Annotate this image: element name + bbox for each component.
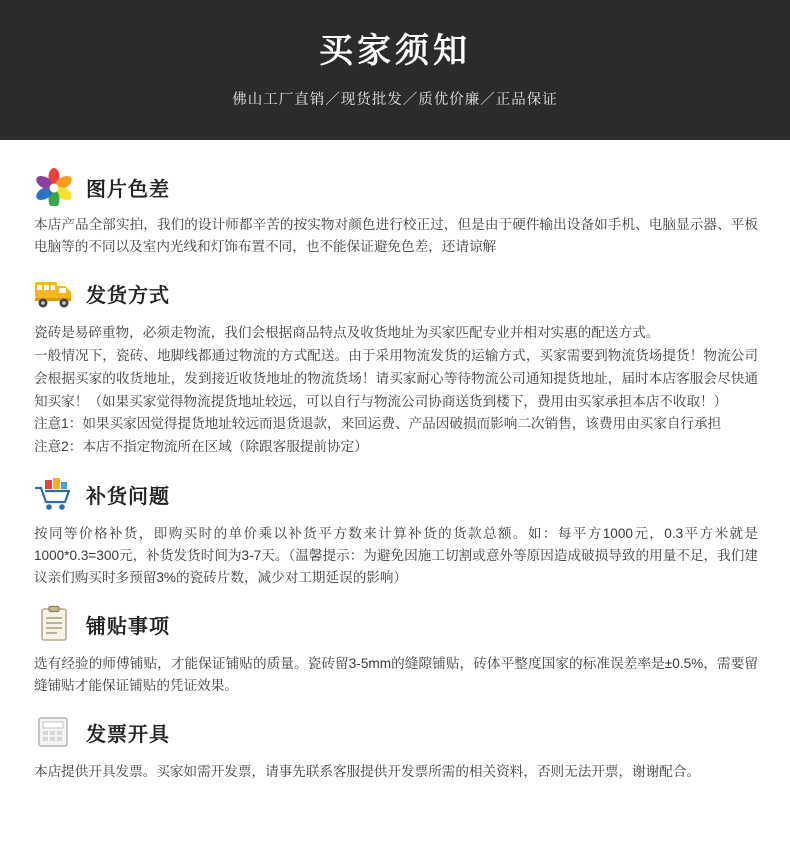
paragraph: 注意2：本店不指定物流所在区域（除跟客服提前协定） bbox=[34, 439, 368, 455]
content-area bbox=[0, 140, 790, 783]
section-title: 图片色差 bbox=[86, 178, 170, 201]
delivery-truck-icon bbox=[32, 273, 76, 313]
paragraph: 瓷砖是易碎重物，必须走物流，我们会根据商品特点及收货地址为买家匹配专业并相对实惠的配送方式。 bbox=[34, 325, 660, 341]
section-title: 补货问题 bbox=[86, 485, 170, 508]
section-header bbox=[32, 711, 758, 753]
color-wheel-icon bbox=[32, 167, 76, 207]
section-title: 铺贴事项 bbox=[86, 615, 170, 638]
paragraph: 选有经验的师傅铺贴，才能保证铺贴的质量。瓷砖留3-5mm的缝隙铺贴，砖体平整度国家的标准误差率是±0.5%，需要留缝铺贴才能保证铺贴的凭证效果。 bbox=[34, 656, 758, 694]
section-header bbox=[32, 473, 758, 515]
section-title: 发票开具 bbox=[86, 723, 170, 746]
section-color-difference bbox=[32, 166, 758, 258]
section-header bbox=[32, 166, 758, 208]
invoice-icon bbox=[32, 712, 76, 752]
clipboard-icon bbox=[32, 604, 76, 644]
section-paving-notes bbox=[32, 603, 758, 697]
page-subtitle: 佛山工厂直销／现货批发／质优价廉／正品保证 bbox=[232, 91, 558, 108]
section-title: 发货方式 bbox=[86, 284, 170, 307]
page-title: 买家须知 bbox=[319, 32, 471, 71]
paragraph: 本店产品全部实拍，我们的设计师都辛苦的按实物对颜色进行校正过，但是由于硬件输出设备如手机、电脑显示器、平板电脑等的不同以及室内光线和灯饰布置不同，也不能保证避免色差，还请谅解 bbox=[34, 217, 758, 255]
section-body bbox=[32, 214, 758, 258]
paragraph: 本店提供开具发票。买家如需开发票，请事先联系客服提供开发票所需的相关资料，否则无法开票，谢谢配合。 bbox=[34, 764, 701, 780]
section-header bbox=[32, 603, 758, 645]
section-shipping-method bbox=[32, 272, 758, 459]
paragraph: 注意1：如果买家因觉得提货地址较远而退货退款，来回运费、产品因破损而影响二次销售，该费用由买家自行承担 bbox=[34, 416, 722, 432]
paragraph: 按同等价格补货，即购买时的单价乘以补货平方数来计算补货的货款总额。如：每平方1000元，0.3平方米就是1000*0.3=300元，补货发货时间为3-7天。（温馨提示：为避免因施工切割或意外等原因造成破损导致的用量不足，我们建议亲们购买时多预留3%的瓷砖片数，减少对工期延误的影响） bbox=[34, 526, 758, 586]
section-header bbox=[32, 272, 758, 314]
page-banner bbox=[0, 0, 790, 140]
section-restock bbox=[32, 473, 758, 589]
section-body bbox=[32, 322, 758, 459]
shopping-cart-icon bbox=[32, 474, 76, 514]
section-body bbox=[32, 761, 758, 783]
section-invoice bbox=[32, 711, 758, 783]
section-body bbox=[32, 523, 758, 589]
section-body bbox=[32, 653, 758, 697]
paragraph: 一般情况下，瓷砖、地脚线都通过物流的方式配送。由于采用物流发货的运输方式，买家需要到物流货场提货！物流公司会根据买家的收货地址，发到接近收货地址的物流货场！请买家耐心等待物流公司通知提货地址，届时本店客服会尽快通知买家！（如果买家觉得物流提货地址较远，可以自行与物流公司协商送货到楼下，费用由买家承担本店不收取！） bbox=[34, 347, 758, 409]
